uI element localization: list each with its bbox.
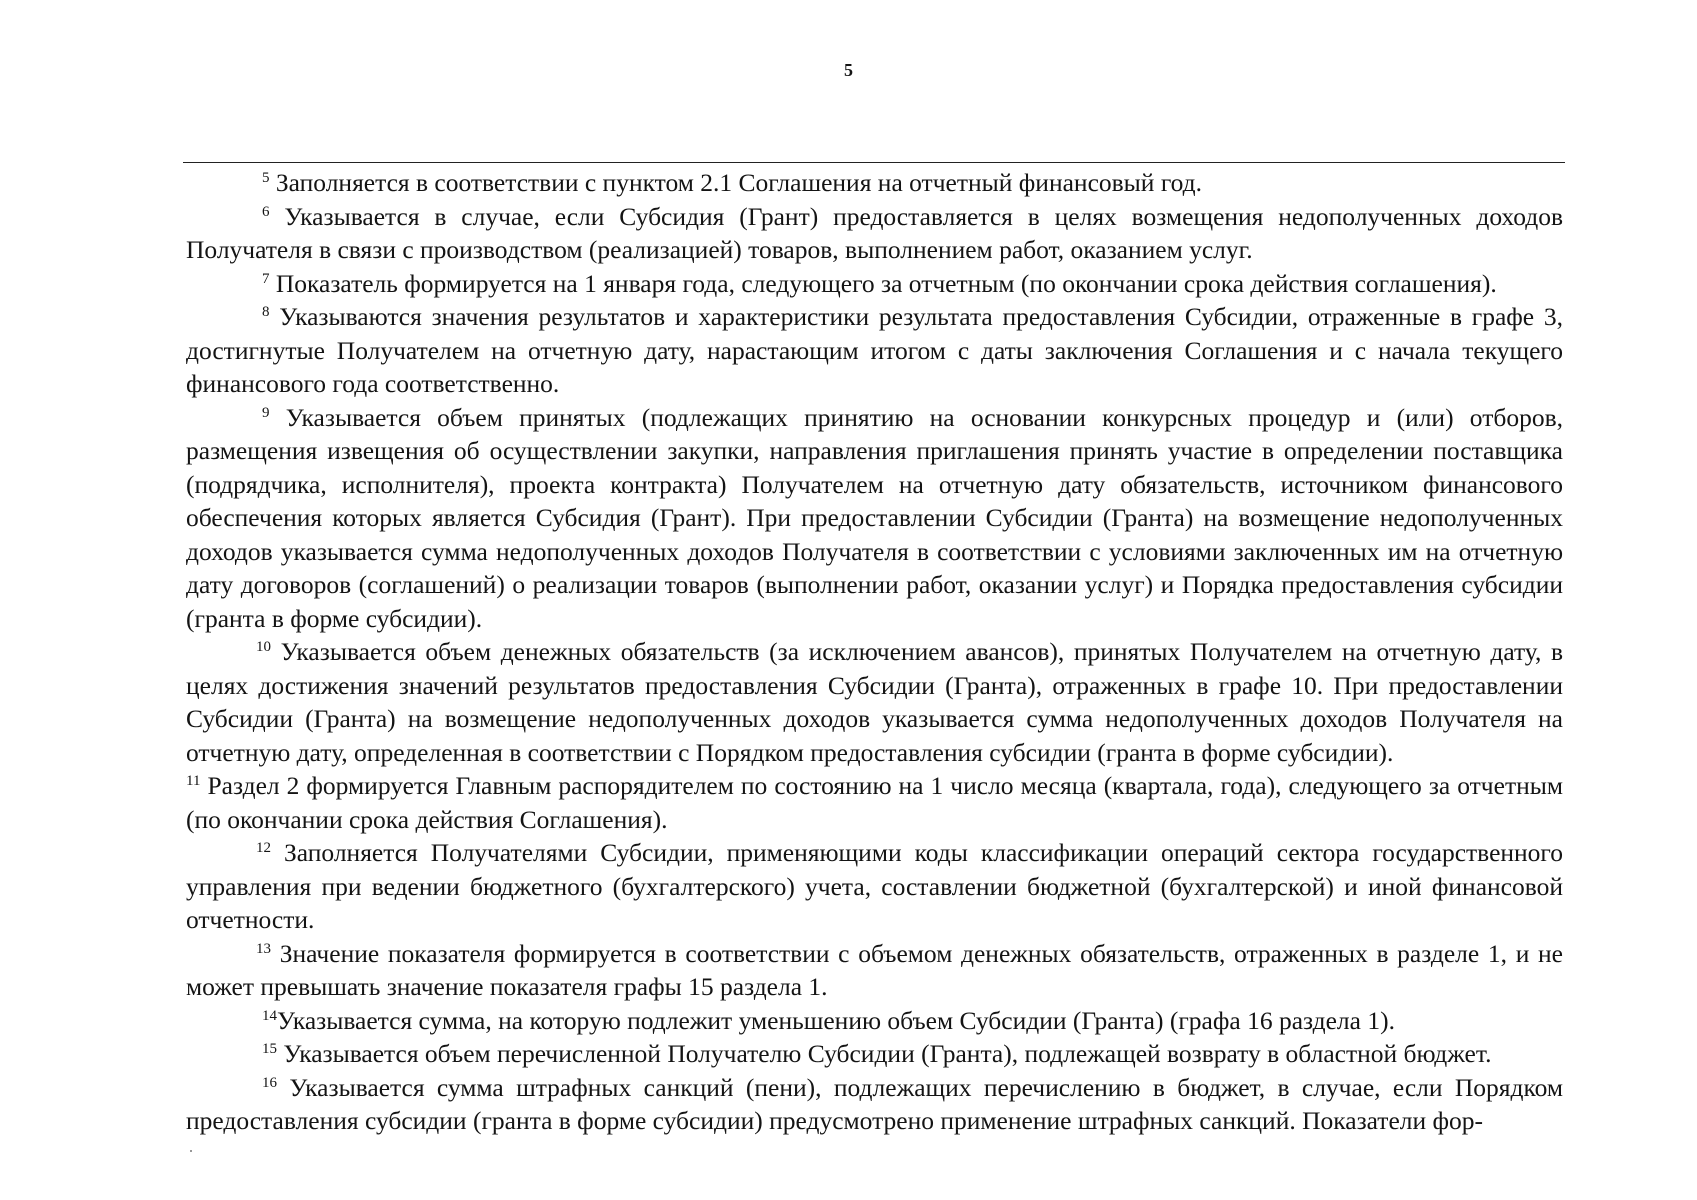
footnote-14: [186, 1004, 1563, 1038]
footnote-12: [186, 836, 1563, 937]
footnote-text: Указывается сумма штрафных санкций (пени), подлежащих перечислению в бюджет, в случае, если Порядком предоставления субсидии (гранта в форме субсидии) предусмотрено применение штрафных санкций. Показатели фор-: [186, 1072, 1563, 1135]
scan-speck: [190, 1150, 192, 1152]
footnote-text: Указывается объем перечисленной Получателю Субсидии (Гранта), подлежащей возврату в областной бюджет.: [283, 1039, 1492, 1068]
footnote-9: [186, 401, 1563, 636]
footnote-text: Указывается объем денежных обязательств (за исключением авансов), принятых Получателем на отчетную дату, в целях достижения значений результатов предоставления Субсидии (Гранта), отраженных в графе 10. При предоставлении Субсидии (Гранта) на возмещение недополученных доходов указывается сумма недополученных доходов Получателя на отчетную дату, определенная в соответствии с Порядком предоставления субсидии (гранта в форме субсидии).: [186, 637, 1564, 767]
footnote-mark: 13: [256, 940, 271, 957]
footnote-mark: 15: [262, 1041, 277, 1057]
footnote-text: Значение показателя формируется в соответствии с объемом денежных обязательств, отраженных в разделе 1, и не может превышать значение показателя графы 15 раздела 1.: [186, 938, 1564, 1001]
footnote-5: [186, 166, 1563, 200]
footnote-text: Указываются значения результатов и характеристики результата предоставления Субсидии, отраженные в графе 3, достигнутые Получателем на отчетную дату, нарастающим итогом с даты заключения Соглашения и с начала текущего финансового года соответственно.: [186, 302, 1563, 398]
footnote-mark: 14: [262, 1007, 277, 1024]
footnotes-block: [186, 166, 1563, 1138]
footnote-mark: 6: [262, 203, 270, 220]
footnote-16: [186, 1071, 1563, 1138]
footnote-mark: 7: [262, 270, 270, 287]
footnote-mark: 12: [256, 840, 271, 856]
footnote-mark: 16: [262, 1074, 277, 1091]
footnote-8: [186, 300, 1563, 401]
footnote-text: Заполняется в соответствии с пунктом 2.1 Соглашения на отчетный финансовый год.: [275, 168, 1203, 197]
footnote-6: [186, 200, 1563, 267]
footnote-text: Указывается сумма, на которую подлежит уменьшению объем Субсидии (Гранта) (графа 16 раздела 1).: [277, 1005, 1395, 1035]
footnote-text: Указывается в случае, если Субсидия (Грант) предоставляется в целях возмещения недополученных доходов Получателя в связи с производством (реализацией) товаров, выполнением работ, оказанием услуг.: [186, 201, 1563, 264]
footnote-text: Раздел 2 формируется Главным распорядителем по состоянию на 1 число месяца (квартала, года), следующего за отчетным (по окончании срока действия Соглашения).: [186, 771, 1563, 834]
footnote-text: Указывается объем принятых (подлежащих принятию на основании конкурсных процедур и (или) отборов, размещения извещения об осуществлении закупки, направления приглашения принять участие в определении поставщика (подрядчика, исполнителя), проекта контракта) Получателем на отчетную дату обязательств, источником финансового обеспечения которых является Субсидия (Грант). При предоставлении Субсидии (Гранта) на возмещение недополученных доходов указывается сумма недополученных доходов Получателя в соответствии с условиями заключенных им на отчетную дату договоров (соглашений) о реализации товаров (выполнении работ, оказании услуг) и Порядка предоставления субсидии (гранта в форме субсидии).: [186, 402, 1563, 633]
footnote-mark: 10: [256, 639, 271, 655]
page-number: 5: [844, 60, 853, 80]
footnote-13: [186, 937, 1563, 1004]
footnote-mark: 8: [262, 304, 270, 320]
footnote-mark: 9: [262, 404, 270, 421]
footnote-10: [186, 635, 1563, 769]
footnote-text: Заполняется Получателями Субсидии, применяющими коды классификации операций сектора государственного управления при ведении бюджетного (бухгалтерского) учета, составлении бюджетной (бухгалтерской) и иной финансовой отчетности.: [186, 838, 1563, 934]
footnote-separator: [183, 162, 1565, 163]
footnote-mark: 11: [186, 773, 201, 789]
footnote-7: [186, 267, 1563, 301]
footnote-11: [186, 769, 1563, 836]
footnote-text: Показатель формируется на 1 января года, следующего за отчетным (по окончании срока действия соглашения).: [275, 268, 1497, 298]
footnote-15: [186, 1037, 1563, 1071]
footnote-mark: 5: [262, 170, 270, 186]
